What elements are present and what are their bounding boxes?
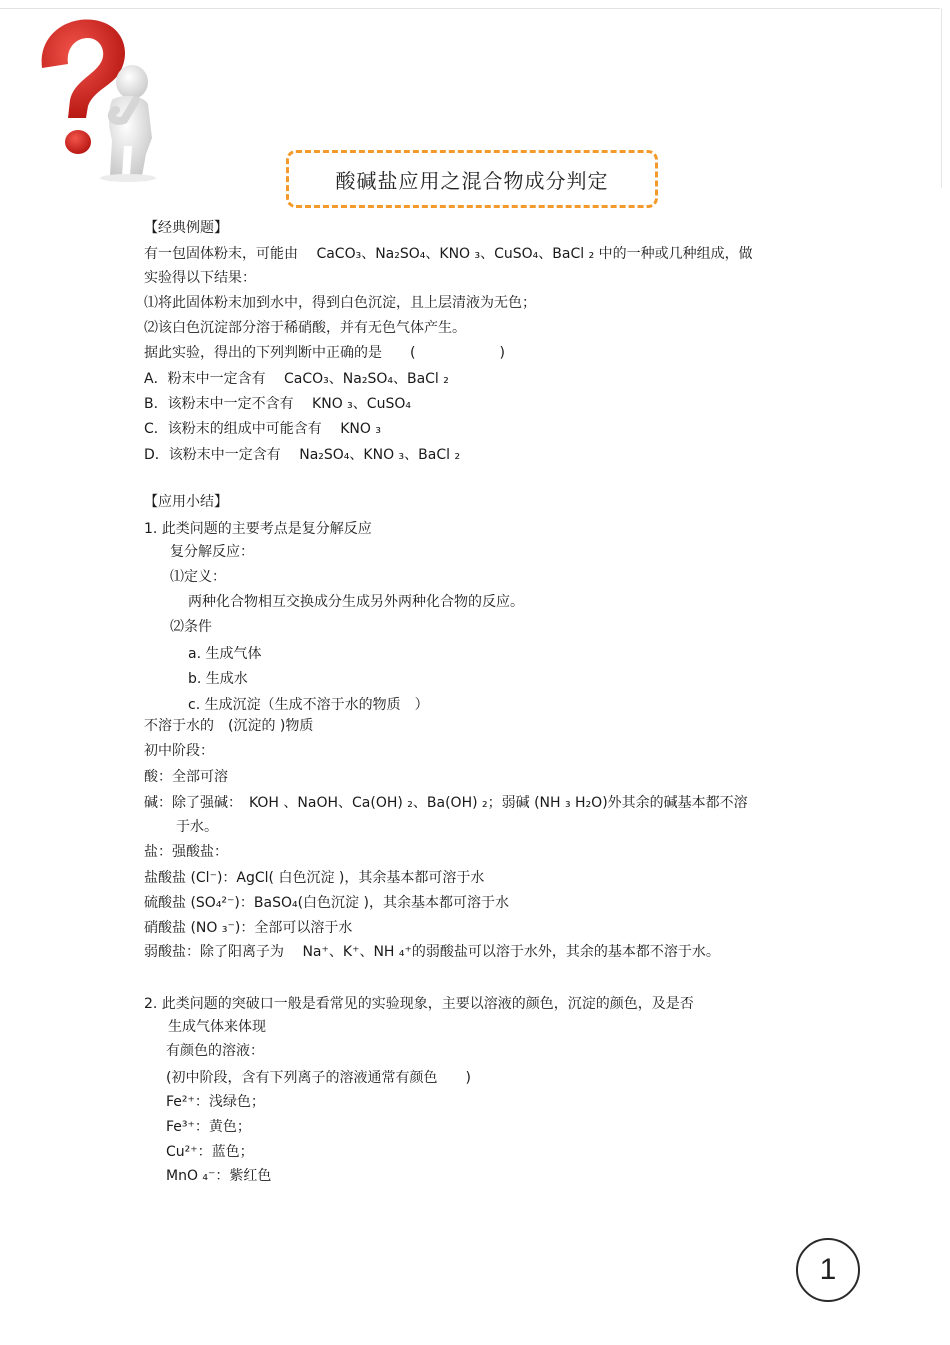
condition-b: b. 生成水 [188, 671, 248, 687]
insoluble-heading: 不溶于水的 (沉淀的 )物质 [144, 718, 314, 734]
salt-rule-heading: 盐：强酸盐： [144, 844, 228, 860]
condition-c: c. 生成沉淀（生成不溶于水的物质 ） [188, 697, 429, 713]
title-box [286, 150, 658, 208]
summary-point-1: 1. 此类问题的主要考点是复分解反应 [144, 521, 372, 537]
colored-solutions-label: 有颜色的溶液： [166, 1043, 264, 1059]
thinking-figure-question-mark-icon [28, 14, 178, 184]
acid-rule: 酸：全部可溶 [144, 769, 228, 785]
summary-point-2-line-1: 2. 此类问题的突破口一般是看常见的实验现象，主要以溶液的颜色，沉淀的颜色，及是否 [144, 996, 694, 1012]
ion-color-mno4: MnO ₄⁻：紫红色 [166, 1168, 272, 1184]
double-decomposition-label: 复分解反应： [170, 544, 254, 560]
definition-text: 两种化合物相互交换成分生成另外两种化合物的反应。 [188, 594, 524, 610]
weak-acid-salt-rule: 弱酸盐：除了阳离子为 Na⁺、K⁺、NH ₄⁺的弱酸盐可以溶于水外，其余的基本都不溶于水。 [144, 944, 720, 960]
section-heading-summary: 【应用小结】 [144, 494, 228, 510]
experiment-step-2: ⑵该白色沉淀部分溶于稀硝酸，并有无色气体产生。 [144, 320, 466, 336]
section-heading-examples: 【经典例题】 [144, 220, 228, 236]
problem-text-line-2: 实验得以下结果： [144, 270, 256, 286]
colored-solutions-note: (初中阶段，含有下列离子的溶液通常有颜色 ) [166, 1070, 471, 1086]
nitrate-rule: 硝酸盐 (NO ₃⁻)：全部可以溶于水 [144, 920, 353, 936]
option-a: A．粉末中一定含有 CaCO₃、Na₂SO₄、BaCl ₂ [144, 371, 449, 387]
ion-color-fe2: Fe²⁺：浅绿色； [166, 1094, 265, 1110]
problem-text-line-1: 有一包固体粉末，可能由 CaCO₃、Na₂SO₄、KNO ₃、CuSO₄、BaCl ₂ 中的一种或几种组成，做 [144, 246, 753, 262]
option-b: B．该粉末中一定不含有 KNO ₃、CuSO₄ [144, 396, 411, 412]
page-number: 1 [819, 1253, 837, 1286]
base-rule-line-1: 碱：除了强碱： KOH 、NaOH、Ca(OH) ₂、Ba(OH) ₂；弱碱 (NH ₃ H₂O)外其余的碱基本都不溶 [144, 795, 748, 811]
option-c: C．该粉末的组成中可能含有 KNO ₃ [144, 421, 381, 437]
sulfate-rule: 硫酸盐 (SO₄²⁻)：BaSO₄(白色沉淀 )，其余基本都可溶于水 [144, 895, 509, 911]
conditions-label: ⑵条件 [170, 619, 212, 635]
junior-stage-label: 初中阶段： [144, 743, 214, 759]
definition-label: ⑴定义： [170, 569, 226, 585]
chloride-rule: 盐酸盐 (Cl⁻)：AgCl( 白色沉淀 )，其余基本都可溶于水 [144, 870, 485, 886]
ion-color-fe3: Fe³⁺：黄色； [166, 1119, 251, 1135]
summary-point-2-line-2: 生成气体来体现 [168, 1019, 266, 1035]
condition-a: a. 生成气体 [188, 646, 262, 662]
page-title: 酸碱盐应用之混合物成分判定 [335, 168, 609, 193]
base-rule-line-2: 于水。 [176, 819, 218, 835]
option-d: D．该粉末中一定含有 Na₂SO₄、KNO ₃、BaCl ₂ [144, 447, 461, 463]
experiment-step-1: ⑴将此固体粉末加到水中，得到白色沉淀，且上层清液为无色； [144, 295, 536, 311]
right-rule [941, 8, 942, 188]
top-rule [0, 8, 940, 9]
question-stem: 据此实验，得出的下列判断中正确的是 ( ) [144, 345, 505, 361]
page-number-badge [796, 1238, 860, 1302]
ion-color-cu2: Cu²⁺：蓝色； [166, 1144, 254, 1160]
